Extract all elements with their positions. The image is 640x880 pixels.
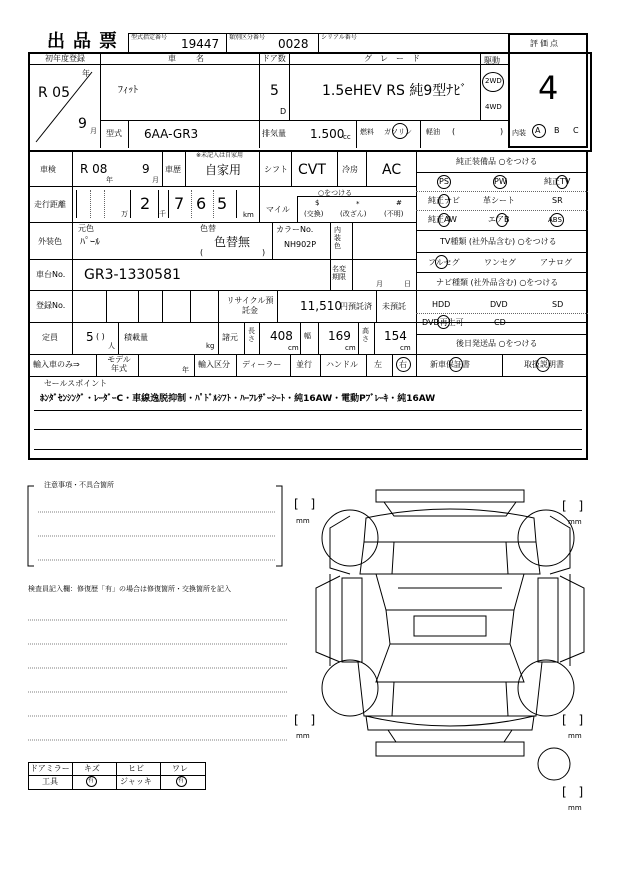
score-value: 4 [538,69,559,107]
mileage-d2: 6 [196,194,207,213]
height-value: 154 [384,329,407,343]
inspection-gatsu: 月 [152,176,159,184]
color-no: NH902P [284,240,317,249]
shift-label: シフト [264,165,288,174]
bracket-spare: [ ] [562,785,588,799]
dealer-option: ディーラー [242,360,282,369]
cc-unit: cc [343,133,351,141]
color-original-label: 元色 [78,224,94,233]
color-label: 外装色 [38,237,62,246]
mm-spare: mm [568,804,582,812]
tamper: (改ざん) [340,210,367,218]
import-label: 輸入車のみ⇒ [33,360,80,369]
legend-jack: ジャッキ [120,777,152,786]
form-title: 出品票 [47,31,125,52]
first-reg-label: 初年度登録 [45,54,85,63]
bracket-fr: [ ] [562,499,588,513]
drive-4wd: 4WD [485,103,502,111]
car-name-value: ﾌｨｯﾄ [118,85,138,96]
fuel-label: 燃料 [360,128,374,136]
eq-airbag: エアB [488,215,510,224]
eq-aw: 純正AW [428,215,457,224]
color-paren-open: ( [200,248,204,257]
history-note: ※未記入は自家用 [196,152,244,159]
sales-text: ﾎﾝﾀﾞｾﾝｼﾝｸﾞ・ﾚｰﾀﾞｰC・車線逸脱抑制・ﾊﾟﾄﾞﾙｼﾌﾄ・ﾊｰﾌﾚｻﾞｰｼｰﾄ・純16AW・電動Pﾌﾞﾚｰｷ・純16AW [40,394,436,404]
car-diagram [296,476,600,816]
model-year-unit: 年 [182,366,189,374]
eq-sr: SR [552,196,563,205]
dims-label: 諸元 [222,333,238,342]
recycle-label: リサイクル預託金 [226,296,274,315]
mileage-man: 2 [140,194,151,213]
eq-abs: ABS [548,216,562,224]
inspection-value: R 08 [80,162,108,176]
score-label: 評価点 [530,39,560,48]
legend-jack-yes: 有 [178,777,185,784]
inspection-label: 車検 [40,165,56,174]
exchange: (交換) [304,210,324,218]
genuine-label: 純正装備品 ○をつける [456,157,538,166]
mm-rr: mm [568,732,582,740]
eq-navi: 純正ナビ [428,196,460,205]
mm-fl: mm [296,517,310,525]
name-change-day: 日 [404,280,411,288]
capacity-label: 定員 [42,333,58,342]
model-label: 型式 [106,129,122,138]
kg-unit: kg [206,342,215,350]
color-no-label: カラーNo. [276,225,314,234]
color-original: ﾊﾟｰﾙ [80,237,100,248]
name-change-label: 名変期限 [332,265,346,282]
tv-label: TV種類 (社外品含む) ○をつける [440,237,557,246]
length-label: 長さ [248,327,255,344]
unknown: (不明) [384,210,404,218]
car-name-label: 車名 [168,54,224,63]
doors-value: 5 [270,83,279,99]
color-change: 色替無 [214,235,251,249]
later-warranty: 新車保証書 [430,360,470,369]
interior-color-label: 内装色 [334,226,341,251]
serial-label: シリアル番号 [321,34,357,41]
km-unit: km [243,211,254,219]
tv-analog: アナログ [540,258,572,267]
shift-value: CVT [298,162,326,178]
legend-doormirror: ドアミラー [30,764,70,773]
capacity-paren: ( ) [96,332,105,341]
later-label: 後日発送品 ○をつける [456,339,538,348]
fuel-other: ( [452,127,456,136]
interior-label: 内装 [512,129,526,137]
fuel-diesel: 軽油 [426,128,440,136]
name-change-month: 月 [376,280,383,288]
handle-left: 左 [374,360,382,369]
fuel-gas: ガソリン [384,128,412,136]
model-spec-no: 19447 [181,37,220,51]
eq-tv: 純正TV [544,177,571,186]
eq-leather: 革シート [483,196,515,205]
bracket-rr: [ ] [562,713,588,727]
width-label: 幅 [304,332,311,340]
displacement-value: 1.500 [310,127,345,141]
mile-label: マイル [266,205,290,214]
exchange-sym: $ [315,199,320,207]
legend-scratch: キズ [84,764,100,773]
reg-no-label: 登録No. [36,301,66,310]
handle-label: ハンドル [326,360,358,369]
interior-c: C [573,126,579,135]
width-cm: cm [345,344,356,352]
legend-tools-yes: 有 [88,777,95,784]
drive-2wd: 2WD [485,77,502,85]
bracket-fl: [ ] [294,497,320,511]
color-paren-close: ) [262,248,266,257]
ac-value: AC [382,162,402,178]
inspection-nen: 年 [106,176,113,184]
navi-dvd: DVD [490,300,508,309]
history-value: 自家用 [205,163,242,177]
model-year-label: モデル年式 [107,355,131,373]
mileage-sen-unit: 千 [159,210,166,218]
interior-a: A [535,126,541,135]
year-unit: 年 [82,69,90,78]
color-change-label: 色替 [200,224,216,233]
class-no: 0028 [278,37,309,51]
mm-fr: mm [568,518,582,526]
navi-label: ナビ種類 (社外品含む) ○をつける [436,278,559,287]
mileage-man-unit: 万 [121,210,128,218]
height-cm: cm [400,344,411,352]
notes-bracket [26,481,292,568]
doors-label: ドア数 [262,54,286,63]
first-reg-era: R 05 [38,85,70,101]
inspection-month: 9 [142,162,150,176]
model-spec-label: 型式指定番号 [131,34,168,41]
mileage-label: 走行距離 [34,200,66,209]
interior-b: B [554,126,560,135]
bracket-rl: [ ] [294,713,320,727]
eq-ps: PS [439,177,449,186]
ac-label: 冷房 [342,165,358,174]
displacement-label: 排気量 [262,129,286,138]
inspector-lines [26,600,292,750]
notes-label: 注意事項・不具合箇所 [44,481,114,489]
import-class-label: 輸入区分 [198,360,230,369]
inspector-label: 検査員記入欄：修復歴「有」の場合は修復箇所・交換箇所を記入 [28,585,231,593]
mm-rl: mm [296,732,310,740]
mileage-d3: 5 [217,194,228,213]
later-manual: 取扱説明書 [524,360,564,369]
model-value: 6AA-GR3 [144,127,199,141]
grade-value: 1.5eHEV RS 純9型ﾅﾋﾞ [322,83,468,99]
eq-pw: PW [494,177,507,186]
tv-fullseg: フルセグ [428,258,460,267]
navi-hdd: HDD [432,300,451,309]
navi-dvdplay: DVD再生可 [422,318,464,327]
first-reg-month: 9 [78,116,87,132]
history-label: 車歴 [165,165,181,174]
tv-oneseg: ワンセグ [484,258,516,267]
recycle-status: 円預託済 [340,302,372,311]
fuel-other-close: ) [500,127,504,136]
doors-sub: D [280,107,287,116]
length-value: 408 [270,329,293,343]
load-label: 積載量 [124,333,148,342]
navi-cd: CD [494,318,506,327]
legend-break: ワレ [172,764,188,773]
recycle-value: 11,510 [300,299,342,313]
class-label: 類別区分番号 [229,34,266,41]
mileage-d1: 7 [174,194,185,213]
handle-right: 右 [399,360,407,369]
height-label: 高さ [362,327,369,344]
chassis-label: 車台No. [36,270,66,279]
navi-sd: SD [552,300,564,309]
person-unit: 人 [108,342,115,350]
legend-tools: 工具 [42,777,58,786]
width-value: 169 [328,329,351,343]
legend-crack: ヒビ [128,764,144,773]
length-cm: cm [288,344,299,352]
circle-note: ○をつける [318,189,353,197]
capacity-value: 5 [86,330,94,344]
parallel-option: 並行 [296,360,312,369]
unknown-sym: # [396,199,402,207]
sales-label: セールスポイント [44,379,108,388]
drive-label: 駆動 [484,56,500,65]
chassis-value: GR3-1330581 [84,267,181,283]
recycle-unpaid: 未預託 [382,302,406,311]
tamper-sym: * [356,200,360,208]
grade-label: グレード [364,54,428,63]
month-unit: 月 [90,127,97,135]
